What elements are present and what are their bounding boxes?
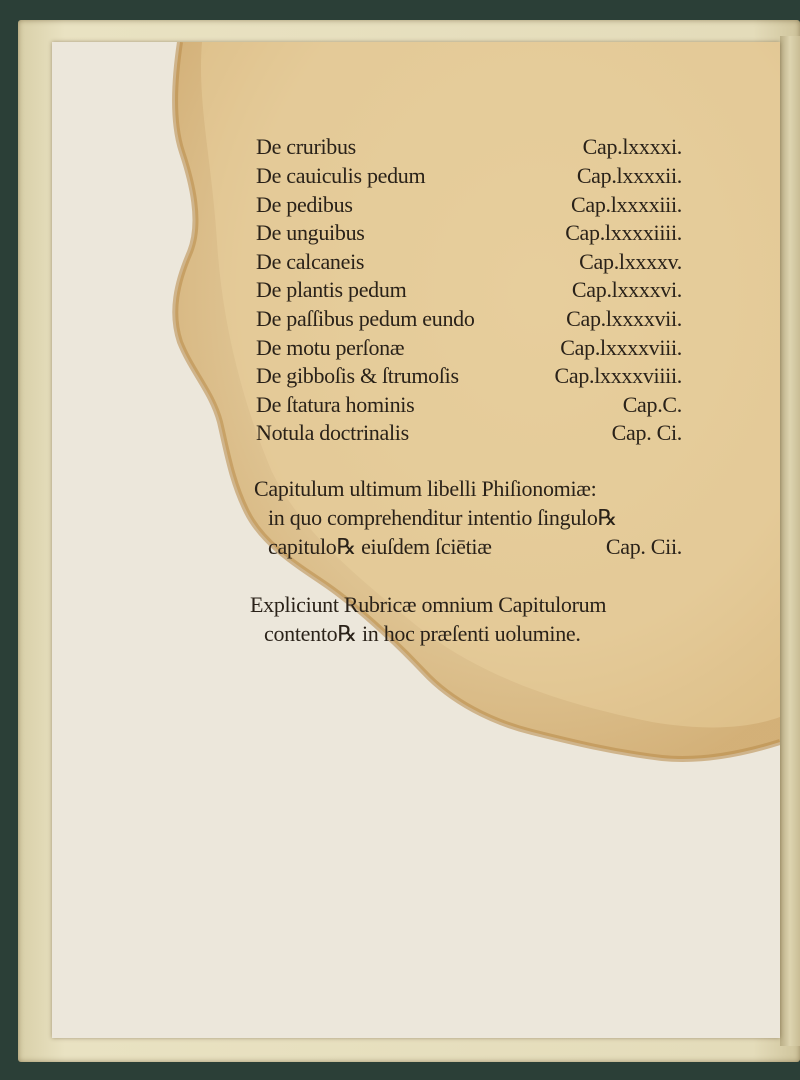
toc-entry xyxy=(256,132,682,161)
entry-title: Notula doctrinalis xyxy=(256,420,409,445)
toc-entry xyxy=(256,275,682,304)
entry-title: De cruribus xyxy=(256,134,356,159)
toc-entry xyxy=(256,361,682,390)
entry-title: De motu perſonæ xyxy=(256,335,405,360)
toc-entry xyxy=(256,418,682,447)
toc-entry xyxy=(256,218,682,247)
entry-chapter: Cap. Ci. xyxy=(611,420,682,445)
final-chapter-number: Cap. Cii. xyxy=(605,534,682,559)
toc-entry xyxy=(256,390,682,419)
entry-chapter: Cap.C. xyxy=(622,392,682,417)
entry-chapter: Cap.lxxxxv. xyxy=(579,249,682,274)
final-chapter-line: Capitulum ultimum libelli Phiſionomiæ: xyxy=(254,476,597,501)
entry-title: De gibboſis & ſtrumoſis xyxy=(256,363,459,388)
entry-title: De ſtatura hominis xyxy=(256,392,415,417)
toc-entry xyxy=(256,333,682,362)
entry-chapter: Cap.lxxxxvii. xyxy=(566,306,682,331)
entry-chapter: Cap.lxxxxviii. xyxy=(560,335,682,360)
toc-entry xyxy=(256,304,682,333)
entry-chapter: Cap.lxxxxiii. xyxy=(571,192,682,217)
entry-title: De cauiculis pedum xyxy=(256,163,426,188)
entry-title: De unguibus xyxy=(256,220,365,245)
entry-chapter: Cap.lxxxxiiii. xyxy=(565,220,682,245)
entry-title: De pedibus xyxy=(256,192,353,217)
entry-title: De calcaneis xyxy=(256,249,365,274)
entry-chapter: Cap.lxxxxvi. xyxy=(571,277,682,302)
final-chapter-line: in quo comprehenditur intentio ſingulo℞ xyxy=(268,505,617,530)
explicit-line: Expliciunt Rubricæ omnium Capitulorum xyxy=(250,592,607,617)
toc-entry xyxy=(256,161,682,190)
toc-entry xyxy=(256,190,682,219)
final-chapter-line xyxy=(268,532,682,561)
entry-chapter: Cap.lxxxxii. xyxy=(576,163,682,188)
entry-chapter: Cap.lxxxxi. xyxy=(582,134,682,159)
entry-title: De plantis pedum xyxy=(256,277,407,302)
toc-entry xyxy=(256,247,682,276)
explicit-line: contento℞ in hoc præſenti uolumine. xyxy=(264,621,581,646)
final-chapter-text: capitulo℞ eiuſdem ſciētiæ xyxy=(268,534,492,559)
entry-title: De paſſibus pedum eundo xyxy=(256,306,475,331)
entry-chapter: Cap.lxxxxviiii. xyxy=(554,363,682,388)
